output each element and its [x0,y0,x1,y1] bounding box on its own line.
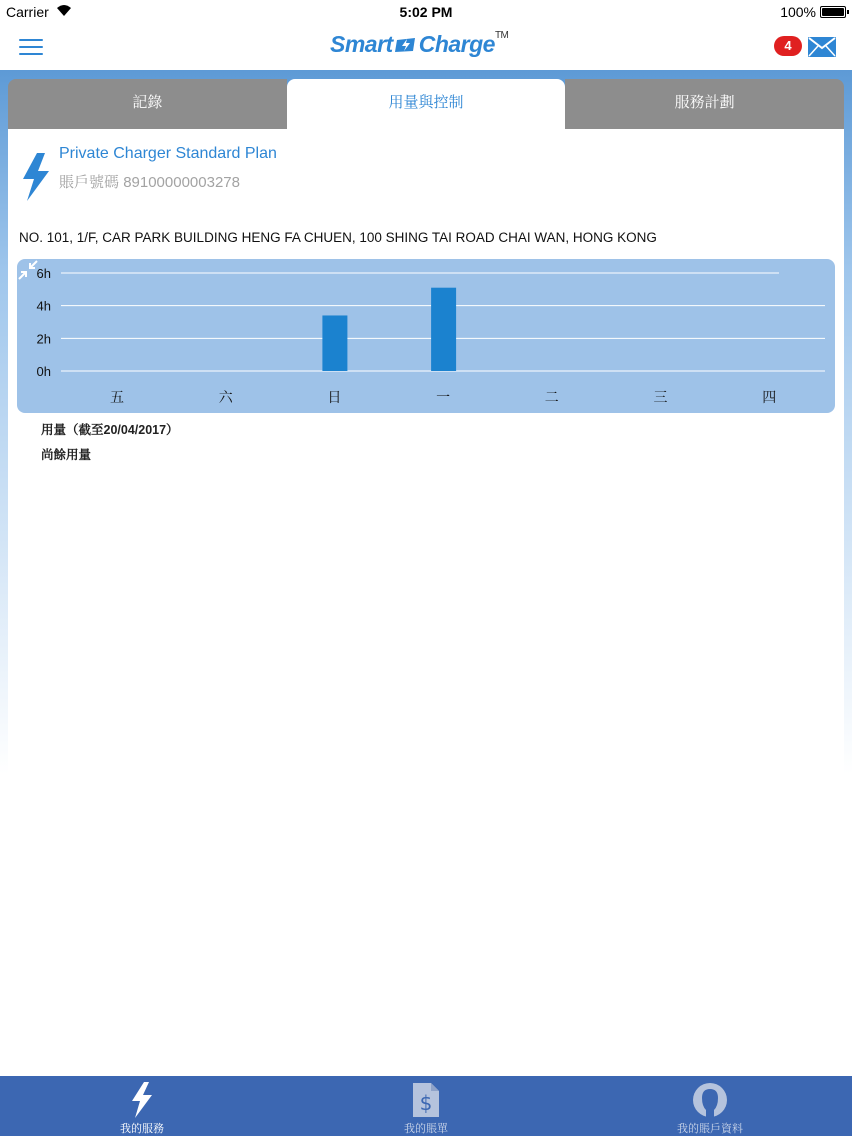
x-tick-label: 日 [327,390,342,406]
content-panel [8,129,844,1074]
remaining-usage-label: 尚餘用量 [41,448,92,462]
account-number-line [59,171,240,192]
svg-text:$: $ [419,1091,433,1115]
logo-text-smart: Smart [330,31,393,57]
usage-as-of-label: 用量（截至20/04/2017） [41,423,179,437]
battery-percent: 100% [780,4,816,20]
usage-chart [17,259,835,413]
y-tick-label: 4h [36,298,51,314]
plan-name: Private Charger Standard Plan [59,145,277,162]
y-tick-label: 2h [36,331,51,347]
bolt-icon [130,1082,154,1118]
clock: 5:02 PM [399,4,453,20]
y-tick-label: 0h [36,364,51,379]
bottom-nav [0,1076,852,1136]
logo-trademark: TM [494,30,509,41]
app-header [0,24,852,70]
smart-charge-logo [330,30,508,58]
x-tick-label: 五 [110,390,124,406]
mail-icon[interactable] [807,36,837,58]
nav-my-services-label: 我的服務 [120,1123,164,1135]
nav-my-bills[interactable] [284,1076,568,1136]
tab-bar [8,79,844,129]
message-count-badge[interactable]: 4 [774,36,802,56]
usage-bar [322,315,347,371]
plug-logo-icon [394,36,418,54]
usage-bar [431,288,456,371]
account-icon [692,1082,728,1118]
x-tick-label: 一 [436,390,451,406]
nav-my-services[interactable] [0,1076,284,1136]
usage-chart-svg [17,259,835,413]
bill-icon [412,1082,440,1118]
charger-address: NO. 101, 1/F, CAR PARK BUILDING HENG FA CHUEN, 100 SHING TAI ROAD CHAI WAN, HONG KONG [19,230,657,245]
y-tick-label: 6h [36,266,51,281]
x-tick-label: 四 [762,390,777,406]
bolt-icon [21,153,51,201]
account-number-label: 賬戶號碼 [59,174,120,191]
x-tick-label: 二 [544,390,559,406]
menu-icon[interactable] [19,39,43,55]
account-number: 89100000003278 [123,174,240,191]
status-bar [0,0,852,24]
tab-service-plan[interactable]: 服務計劃 [565,79,844,129]
x-tick-label: 三 [653,390,668,406]
collapse-icon[interactable] [17,259,39,281]
tab-usage-control[interactable]: 用量與控制 [287,79,566,129]
logo-text-charge: Charge [418,31,495,57]
carrier-label: Carrier [6,4,49,20]
nav-my-account[interactable] [568,1076,852,1136]
tab-records[interactable]: 記錄 [8,79,287,129]
nav-my-account-label: 我的賬戶資料 [677,1123,743,1135]
battery-icon [820,6,846,18]
nav-my-bills-label: 我的賬單 [404,1123,448,1135]
x-tick-label: 六 [218,390,233,406]
